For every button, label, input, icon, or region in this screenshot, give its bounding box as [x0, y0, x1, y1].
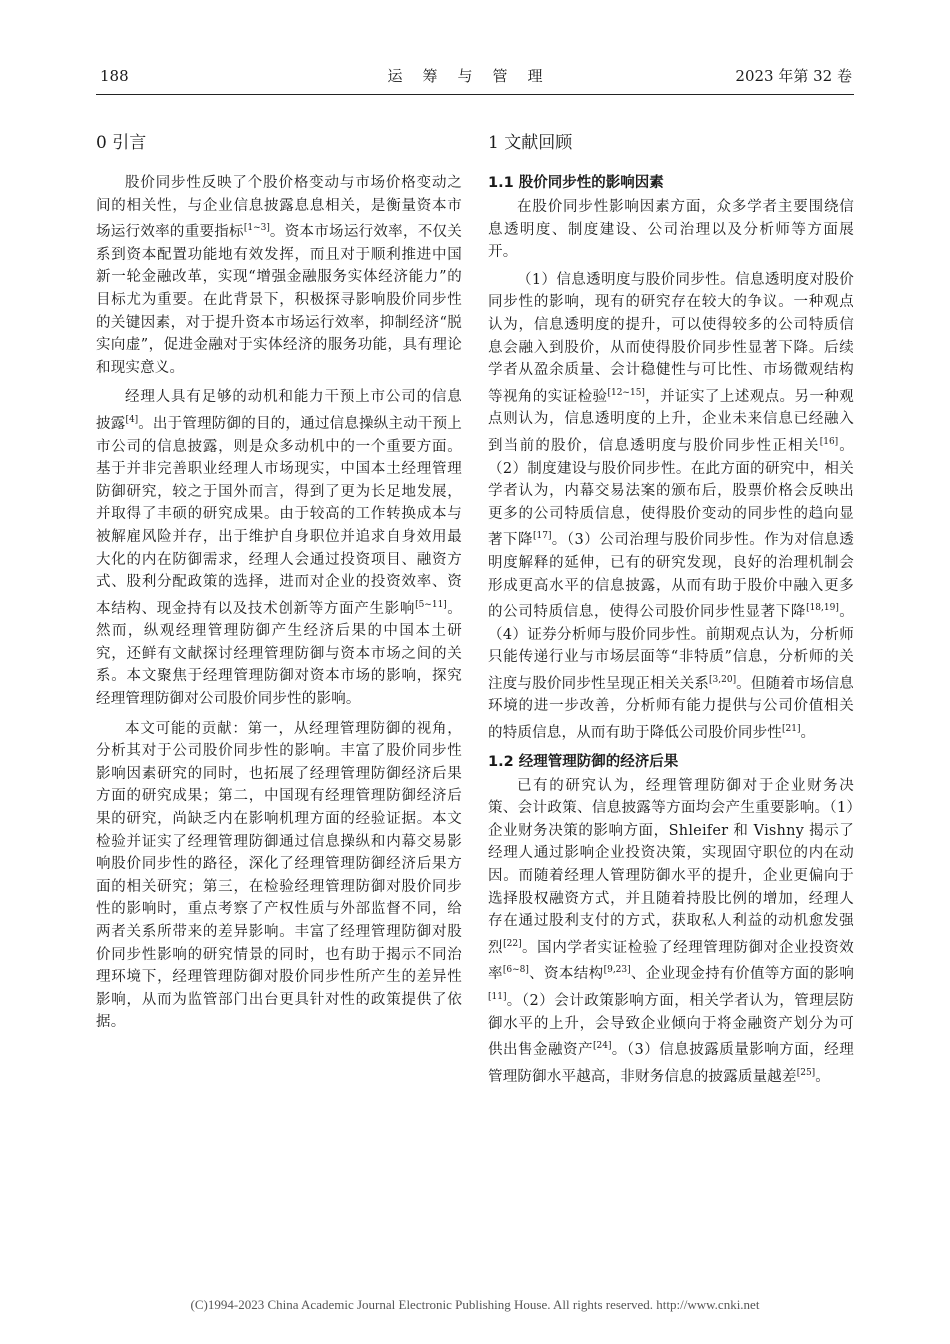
left-column	[96, 130, 462, 1041]
paragraph-text: 股价同步性反映了个股价格变动与市场价格变动之间的相关性，与企业信息披露息息相关，是衡量资本市场运行效率的重要指标	[96, 175, 462, 241]
paragraph	[96, 386, 462, 710]
paragraph-text: 、企业现金持有价值等方面的影响	[630, 966, 855, 983]
paragraph-text: 本文可能的贡献：第一，从经理管理防御的视角，分析其对于公司股价同步性的影响。丰富了股价同步性影响因素研究的同时，也拓展了经理管理防御经济后果方面的研究成果；第二，中国现有经理管理防御经济后果的研究，尚缺乏内在影响机理方面的经验证据。本文检验并证实了经理管理防御通过信息操纵和内幕交易影响股价同步性的路径，深化了经理管理防御经济后果方面的相关研究；第三，在检验经理管理防御对股价同步性的影响时，重点考察了产权性质与外部监督不同，给两者关系所带来的差异影响。丰富了经理管理防御对股价同步性影响的研究情景的同时，也有助于揭示不同治理环境下，经理管理防御对股价同步性所产生的差异性影响，从而为监管部门出台更具针对性的政策提供了依据。	[96, 720, 462, 1031]
paragraph-text: 已有的研究认为，经理管理防御对于企业财务决策、会计政策、信息披露等方面均会产生重要影响。（1）企业财务决策的影响方面，Shleifer 和 Vishny 揭示了经理人通过影响企业投资决策，实现固守职位的内在动因。而随着经理人管理防御水平的提升，企业更偏向于选择股权融资方式，并且随着持股比例的增加，经理人存在通过股利支付的方式，获取私人利益的动机愈发强烈	[488, 777, 854, 956]
citation-reference: [12~15]	[607, 387, 645, 398]
citation-reference: [1~3]	[243, 223, 270, 234]
subsection-title-1-2: 1.2 经理管理防御的经济后果	[488, 753, 679, 770]
citation-reference: [21]	[782, 724, 801, 735]
paragraph-text: 经理人具有足够的动机和能力干预上市公司的信息披露	[96, 389, 462, 432]
citation-reference: [17]	[533, 531, 552, 542]
paragraph-text: 。然而，纵观经理管理防御产生经济后果的中国本土研究，还鲜有文献探讨经理管理防御与资本市场之间的关系。本文聚焦于经理管理防御对资本市场的影响，探究经理管理防御对公司股价同步性的影响。	[96, 600, 463, 708]
citation-reference: [9,23]	[603, 965, 631, 976]
copyright-footer: (C)1994-2023 China Academic Journal Electronic Publishing House. All rights reserved. http://www.cnki.net	[190, 1297, 760, 1312]
paragraph-text: （1）信息透明度与股价同步性。信息透明度对股价同步性的影响，现有的研究存在较大的争议。一种观点认为，信息透明度的提升，可以使得较多的公司特质信息会融入到股价，从而使得股价同步性显著下降。后续学者从盈余质量、会计稳健性与可比性、市场微观结构等视角的实证检验	[488, 271, 854, 405]
citation-reference: [5~11]	[415, 599, 447, 610]
paragraph-text: 。国内学者实证检验了经理管理防御对企业投资效率	[488, 939, 854, 983]
header-rule	[96, 94, 854, 95]
paragraph-text: 在股价同步性影响因素方面，众多学者主要围绕信息透明度、制度建设、公司治理以及分析师等方面展开。	[488, 199, 854, 261]
citation-reference: [3,20]	[709, 674, 737, 685]
paragraph	[96, 172, 462, 379]
running-header	[96, 64, 854, 92]
page-number: 188	[100, 67, 129, 85]
paragraph-text: ，并证实了上述观点。另一种观点则认为，信息透明度的上升，企业未来信息已经融入到当前的股价，信息透明度与股价同步性正相关	[488, 388, 854, 454]
intro-body	[96, 172, 462, 1034]
citation-reference: [18,19]	[806, 603, 839, 614]
citation-reference: [11]	[488, 992, 507, 1002]
paragraph	[488, 269, 854, 745]
paragraph-text: 。	[800, 725, 816, 742]
section-title-literature-review: 1 文献回顾	[488, 133, 573, 153]
citation-reference: [6~8]	[502, 965, 529, 976]
subsection-title-1-1: 1.1 股价同步性的影响因素	[488, 175, 664, 191]
paragraph-text: 。（3）公司治理与股价同步性。作为对信息透明度解释的延伸，已有的研究发现，良好的治理机制会形成更高水平的信息披露，从而有助于股价中融入更多的公司特质信息，使得公司股价同步性显著下降	[488, 532, 854, 621]
paragraph-text: 。	[815, 1068, 830, 1085]
paragraph-text: 。（2）制度建设与股价同步性。在此方面的研究中，相关学者认为，内幕交易法案的颁布后，股票价格会反映出更多的公司特质信息，使得股价变动的同步性的趋向显著下降	[488, 437, 854, 549]
citation-reference: [22]	[503, 938, 522, 949]
subsection-1-1-body	[488, 196, 854, 745]
paragraph-text: 。（4）证券分析师与股价同步性。前期观点认为，分析师只能传递行业与市场层面等“非特质”信息，分析师的关注度与股价同步性呈现正相关关系	[488, 604, 855, 692]
paragraph	[96, 718, 462, 1034]
journal-title: 运筹与管理	[387, 67, 563, 85]
paragraph-text: 、资本结构	[528, 966, 604, 983]
paragraph-text: 。（3）信息披露质量影响方面，经理管理防御水平越高，非财务信息的披露质量越差	[488, 1042, 854, 1085]
paragraph-text: 。（2）会计政策影响方面，相关学者认为，管理层防御水平的上升，会导致企业倾向于将金融资产划分为可供出售金融资产	[488, 993, 854, 1059]
volume-info: 2023 年第 32 卷	[735, 67, 852, 85]
citation-reference: [4]	[125, 414, 139, 425]
paragraph	[488, 196, 854, 264]
citation-reference: [16]	[819, 436, 839, 447]
paragraph-text: 。但随着市场信息环境的进一步改善，分析师有能力提供与公司价值相关的特质信息，从而有助于降低公司股价同步性	[488, 675, 854, 742]
paragraph-text: 。资本市场运行效率，不仅关系到资本配置功能地有效发挥，而且对于顺利推进中国新一轮金融改革，实现“增强金融服务实体经济能力”的目标尤为重要。在此背景下，积极探寻影响股价同步性的关键因素，对于提升资本市场运行效率，抑制经济“脱实向虚”，促进金融对于实体经济的服务功能，具有理论和现实意义。	[96, 224, 463, 376]
paragraph-text: 。出于管理防御的目的，通过信息操纵主动干预上市公司的信息披露，则是众多动机中的一个重要方面。基于并非完善职业经理人市场现实，中国本土经理管理防御研究，较之于国外而言，得到了更为长足地发展，并取得了丰硕的研究成果。由于较高的工作转换成本与被解雇风险并存，出于维护自身职位并追求自身效用最大化的内在防御需求，经理人会通过投资项目、融资方式、股利分配政策的选择，进而对企业的投资效率、资本结构、现金持有以及技术创新等方面产生影响	[96, 415, 462, 617]
paragraph	[488, 775, 854, 1089]
right-column	[488, 130, 854, 1093]
citation-reference: [24]	[593, 1041, 612, 1052]
citation-reference: [25]	[796, 1067, 816, 1078]
section-title-introduction: 0 引言	[96, 133, 147, 153]
subsection-1-2-body	[488, 775, 854, 1089]
